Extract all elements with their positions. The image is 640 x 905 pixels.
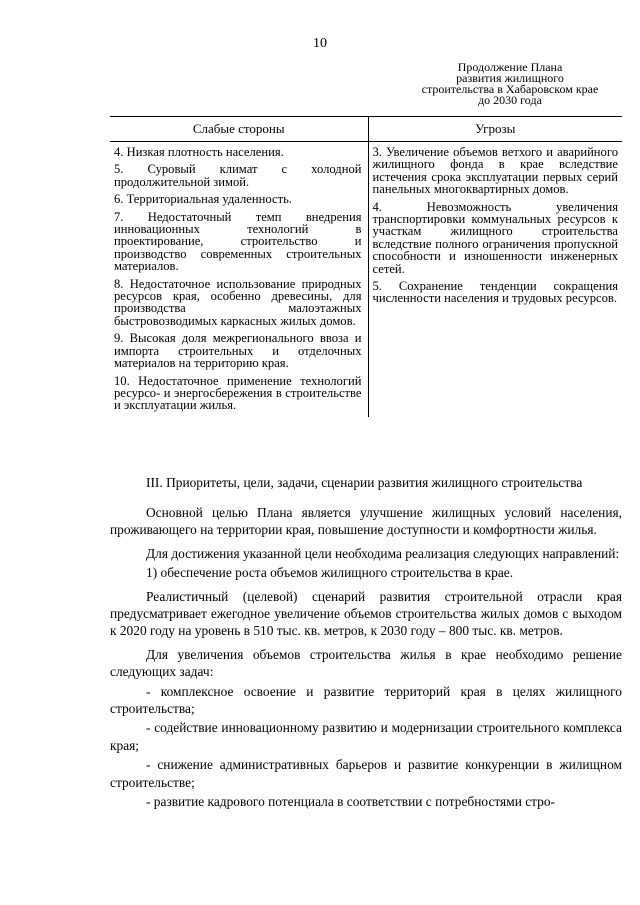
header-note-line: строительства в Хабаровском крае — [421, 82, 599, 96]
threats-cell — [368, 142, 622, 417]
document-body — [110, 476, 622, 813]
section-heading: III. Приоритеты, цели, задачи, сценарии развития жилищного строительства — [146, 475, 583, 490]
threat-item: 4. Невозможность увеличения транспортировки коммунальных ресурсов к участкам жилищного строительства вследствие полного ограничения пропускной способности и изношенности инженерных сетей. — [372, 199, 618, 276]
task-list-item: - развитие кадрового потенциала в соответствии с потребностями стро- — [146, 794, 556, 810]
weaknesses-cell — [110, 142, 368, 417]
threat-item: 3. Увеличение объемов ветхого и аварийного жилищного фонда в крае вследствие истечения срока эксплуатации первых серий панельных многоквартирных домов. — [372, 145, 618, 197]
paragraph: Основной целью Плана является улучшение жилищных условий населения, проживающего на территории края, повышение доступности и комфортности жилья. — [110, 505, 622, 538]
task-list-item: - комплексное освоение и развитие территорий края в целях жилищного строительства; — [110, 683, 622, 717]
table-header-row — [110, 117, 622, 142]
weaknesses-column-header: Слабые стороны — [110, 117, 368, 142]
header-note-line: развития жилищного — [456, 71, 564, 85]
header-note-line: Продолжение Плана — [457, 60, 563, 74]
paragraph: 1) обеспечение роста объемов жилищного строительства в крае. — [146, 565, 514, 581]
header-note-line: до 2030 года — [478, 93, 542, 107]
task-list-item: - содействие инновационному развитию и модернизации строительного комплекса края; — [110, 720, 622, 753]
weakness-item: 10. Недостаточное применение технологий ресурсо- и энергосбережения в строительстве и эксплуатации жилья. — [114, 373, 362, 413]
threats-column-header: Угрозы — [368, 117, 622, 142]
threat-item: 5. Сохранение тенденции сокращения численности населения и трудовых ресурсов. — [372, 279, 618, 306]
paragraph: Реалистичный (целевой) сценарий развития строительной отрасли края предусматривает ежегодное увеличение объемов строительства жилых домов с выходом к 2020 году на уровень в 510 тыс. кв. метров, к 2030 году – 800 тыс. кв. метров. — [110, 588, 622, 639]
document-header-note — [400, 62, 620, 106]
weakness-item: 6. Территориальная удаленность. — [114, 192, 292, 207]
table-row — [110, 142, 622, 417]
page-number: 10 — [313, 36, 327, 51]
weakness-item: 9. Высокая доля межрегионального ввоза и импорта строительных и отделочных материалов на территорию края. — [114, 331, 362, 371]
paragraph: Для увеличения объемов строительства жилья в крае необходимо решение следующих задач: — [110, 646, 622, 680]
weakness-item: 4. Низкая плотность населения. — [114, 145, 284, 159]
swot-table — [110, 116, 622, 417]
paragraph: Для достижения указанной цели необходима реализация следующих направлений: — [146, 545, 620, 561]
weakness-item: 8. Недостаточное использование природных ресурсов края, особенно древесины, для производства малоэтажных быстровозводимых каркасных жилых домов. — [114, 276, 362, 328]
weakness-item: 5. Суровый климат с холодной продолжительной зимой. — [114, 162, 362, 189]
task-list-item: - снижение административных барьеров и развитие конкуренции в жилищном строительстве; — [110, 757, 622, 790]
weakness-item: 7. Недостаточный темп внедрения инновационных технологий в проектирование, строительство и производство современных строительных материалов. — [114, 209, 362, 274]
